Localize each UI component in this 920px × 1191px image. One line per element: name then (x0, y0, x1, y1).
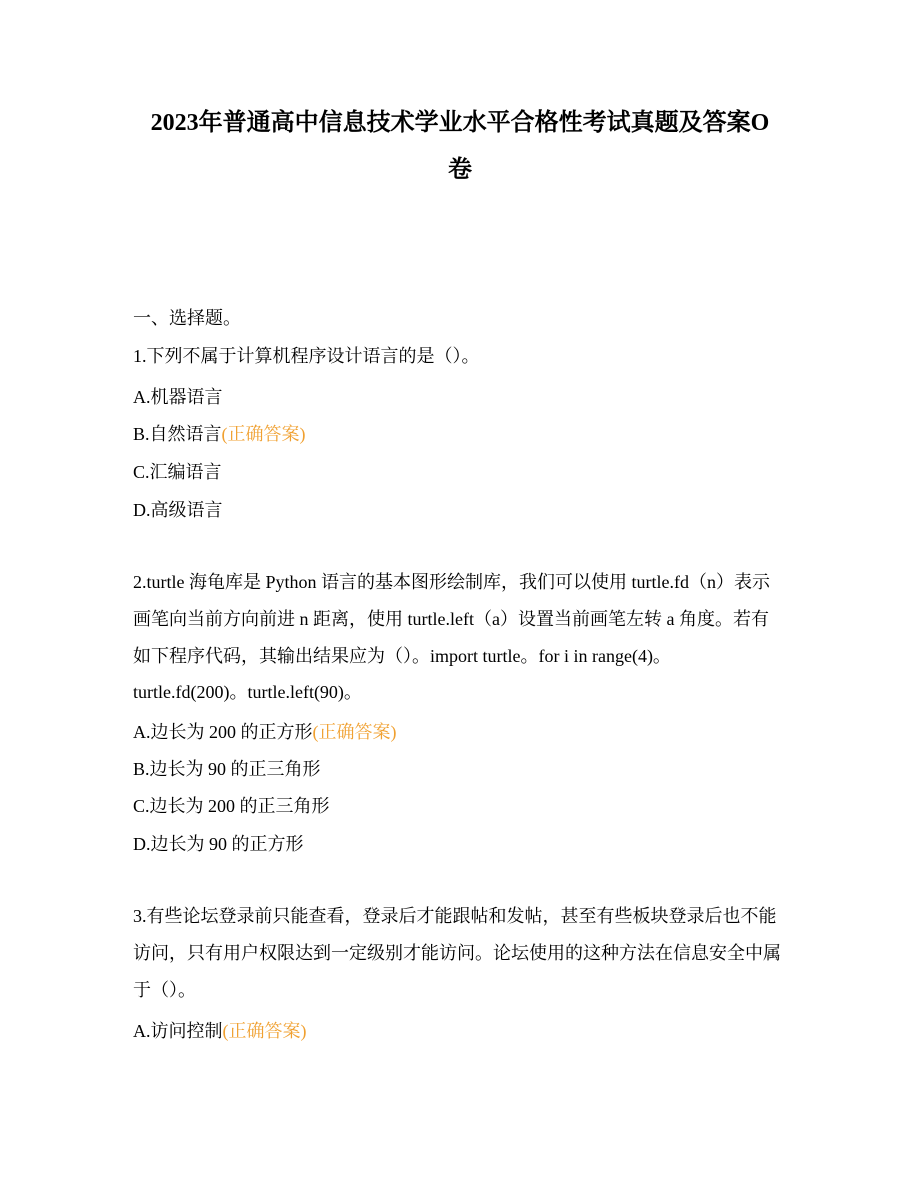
section-heading: 一、选择题。 (133, 308, 241, 328)
line-text: C.边长为 200 的正三角形 (133, 796, 330, 816)
question-text (133, 570, 770, 594)
line-text: turtle.fd(200)。turtle.left(90)。 (133, 682, 362, 702)
line-text: 画笔向当前方向前进 n 距离，使用 turtle.left（a）设置当前画笔左转 a 角度。若有 (133, 609, 769, 629)
correct-answer-tag: (正确答案) (222, 1021, 307, 1041)
line-text: 3.有些论坛登录前只能查看，登录后才能跟帖和发帖，甚至有些板块登录后也不能 (133, 906, 777, 926)
line-text: C.汇编语言 (133, 462, 222, 482)
answer-option (133, 757, 321, 781)
question-text (133, 680, 362, 704)
answer-option (133, 498, 223, 522)
line-text: A.访问控制 (133, 1021, 223, 1041)
answer-option (133, 385, 223, 409)
line-text: D.高级语言 (133, 500, 223, 520)
line-text: D.边长为 90 的正方形 (133, 834, 304, 854)
correct-answer-tag: (正确答案) (312, 722, 397, 742)
answer-option (133, 1019, 307, 1043)
line-text: 如下程序代码，其输出结果应为（）。import turtle。for i in range(4)。 (133, 646, 671, 666)
answer-option (133, 460, 222, 484)
question-text (133, 904, 777, 928)
question-text (133, 607, 769, 631)
question-text (133, 978, 196, 1002)
line-text: 访问，只有用户权限达到一定级别才能访问。论坛使用的这种方法在信息安全中属 (133, 943, 781, 963)
answer-option (133, 720, 397, 744)
question-text (133, 344, 480, 368)
line-text: B.自然语言 (133, 424, 222, 444)
line-text: 1.下列不属于计算机程序设计语言的是（）。 (133, 346, 480, 366)
correct-answer-tag: (正确答案) (221, 424, 306, 444)
document-title-line-1: 2023年普通高中信息技术学业水平合格性考试真题及答案O (150, 110, 770, 136)
line-text: 于（）。 (133, 980, 196, 1000)
document-title-line-2: 卷 (448, 157, 472, 183)
line-text: B.边长为 90 的正三角形 (133, 759, 321, 779)
answer-option (133, 422, 306, 446)
question-text (133, 941, 781, 965)
line-text: A.边长为 200 的正方形 (133, 722, 313, 742)
answer-option (133, 832, 304, 856)
line-text: A.机器语言 (133, 387, 223, 407)
line-text: 2.turtle 海龟库是 Python 语言的基本图形绘制库，我们可以使用 turtle.fd（n）表示 (133, 572, 770, 592)
question-text (133, 644, 671, 668)
answer-option (133, 794, 330, 818)
